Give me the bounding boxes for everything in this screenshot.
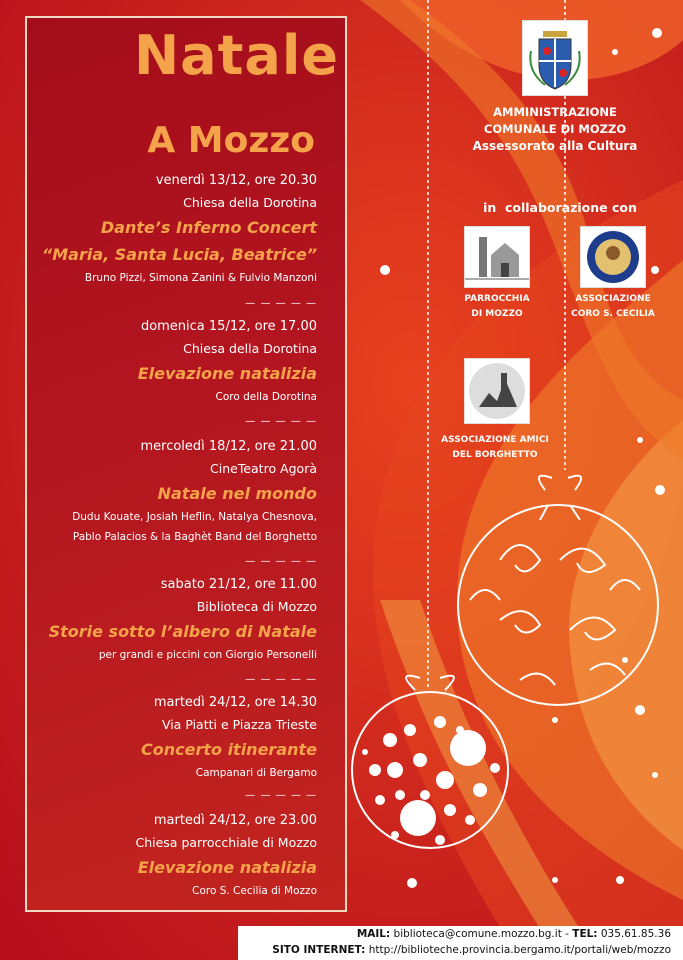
event-date: mercoledì 18/12, ore 21.00 <box>140 439 317 454</box>
partner-line: DEL BORGHETTO <box>452 450 538 460</box>
site-label: SITO INTERNET: <box>272 944 366 956</box>
mail-label: MAIL: <box>356 928 391 940</box>
site-link[interactable]: http://biblioteche.provincia.bergamo.it/portali/web/mozzo <box>368 944 671 956</box>
separator: — — — — — <box>245 298 317 309</box>
event-3 <box>27 436 317 547</box>
footer-contact-line: MAIL: biblioteca@comune.mozzo.bg.it - TEL: 035.61.85.36 <box>356 928 671 940</box>
parrocchia-logo <box>464 226 530 288</box>
program-panel <box>25 16 347 912</box>
event-name: Elevazione natalizia <box>137 858 317 877</box>
organizer-line: Assessorato alla Cultura <box>472 139 638 153</box>
event-performers: Pablo Palacios & la Baghèt Band del Borghetto <box>72 531 317 543</box>
organizer-line: COMUNALE DI MOZZO <box>483 122 627 136</box>
event-date: sabato 21/12, ore 11.00 <box>160 577 317 592</box>
event-performers: per grandi e piccini con Giorgio Personelli <box>98 649 317 661</box>
event-date: martedì 24/12, ore 23.00 <box>153 813 317 828</box>
mail-link[interactable]: biblioteca@comune.mozzo.bg.it <box>393 928 562 940</box>
partner-line: CORO S. CECILIA <box>571 309 655 319</box>
event-name: Concerto itinerante <box>141 740 317 759</box>
event-1 <box>27 170 317 288</box>
event-date: domenica 15/12, ore 17.00 <box>140 319 317 334</box>
separator: — — — — — <box>245 674 317 685</box>
coro-santa-cecilia-logo <box>580 226 646 288</box>
event-date: martedì 24/12, ore 14.30 <box>153 695 317 710</box>
tel-label: TEL: <box>572 928 598 940</box>
amici-borghetto-logo <box>464 358 530 424</box>
event-performers: Dudu Kouate, Josiah Heflin, Natalya Chesnova, <box>72 511 317 523</box>
separator: — — — — — <box>245 790 317 801</box>
separator: — — — — — <box>245 416 317 427</box>
partner-borghetto <box>420 433 570 463</box>
event-performers: Campanari di Bergamo <box>195 767 317 779</box>
separator: — — — — — <box>245 556 317 567</box>
event-4 <box>27 574 317 665</box>
event-place: Via Piatti e Piazza Trieste <box>161 717 317 732</box>
page-title: Natale <box>133 24 339 87</box>
contact-footer <box>238 926 683 960</box>
event-place: Chiesa della Dorotina <box>183 341 317 356</box>
event-place: Chiesa parrocchiale di Mozzo <box>135 835 317 850</box>
partner-line: DI MOZZO <box>471 309 523 319</box>
event-place: Chiesa della Dorotina <box>183 195 317 210</box>
event-5 <box>27 692 317 783</box>
organizer-name <box>470 104 640 155</box>
organizer-line: AMMINISTRAZIONE <box>493 105 617 119</box>
page-subtitle: A Mozzo <box>147 120 315 161</box>
comune-coat-of-arms-logo <box>522 20 588 96</box>
event-place: CineTeatro Agorà <box>210 461 317 476</box>
partner-coro <box>568 292 658 322</box>
tel-number[interactable]: 035.61.85.36 <box>600 928 671 940</box>
event-performers: Coro S. Cecilia di Mozzo <box>192 885 317 897</box>
event-name: Dante’s Inferno Concert <box>100 218 317 237</box>
partner-line: PARROCCHIA <box>464 294 530 304</box>
footer-site-line <box>238 942 671 958</box>
collaboration-label: in collaborazione con <box>483 200 637 215</box>
event-name: “Maria, Santa Lucia, Beatrice” <box>41 245 317 264</box>
partner-line: ASSOCIAZIONE AMICI <box>441 435 549 445</box>
event-name: Storie sotto l’albero di Natale <box>48 622 317 641</box>
event-2 <box>27 316 317 407</box>
event-place: Biblioteca di Mozzo <box>196 599 317 614</box>
event-date: venerdì 13/12, ore 20.30 <box>155 173 317 188</box>
partner-line: ASSOCIAZIONE <box>575 294 651 304</box>
event-performers: Bruno Pizzi, Simona Zanini & Fulvio Manzoni <box>84 272 317 284</box>
event-6 <box>27 810 317 901</box>
partner-parrocchia <box>452 292 542 322</box>
event-performers: Coro della Dorotina <box>215 391 317 403</box>
event-name: Natale nel mondo <box>157 484 317 503</box>
event-name: Elevazione natalizia <box>137 364 317 383</box>
